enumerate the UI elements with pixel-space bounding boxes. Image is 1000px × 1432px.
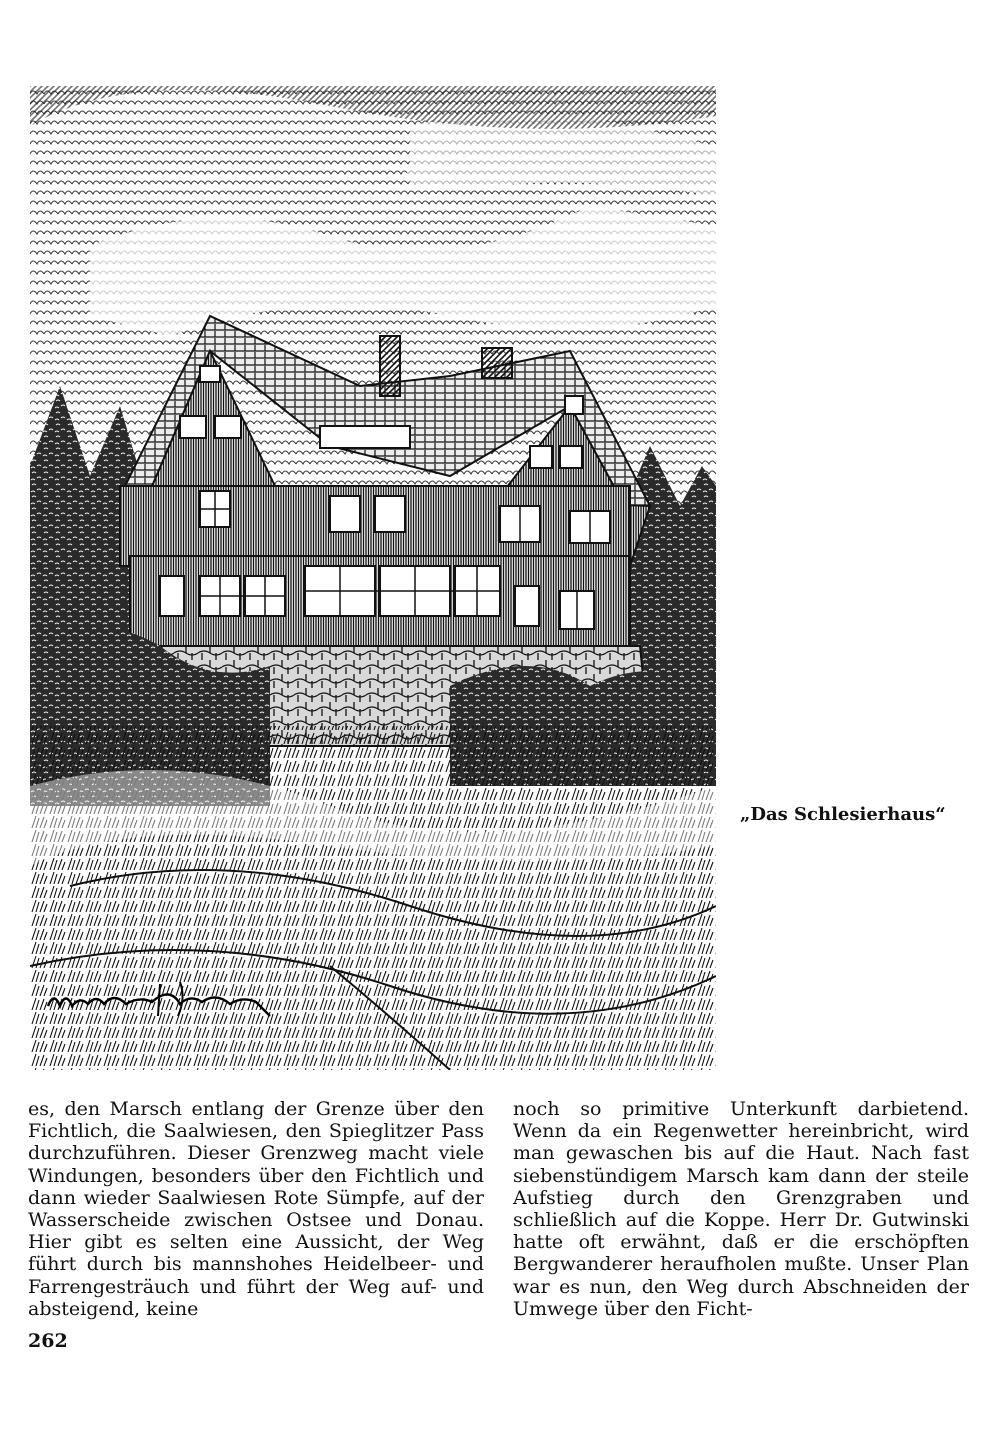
- page-number: 262: [28, 1330, 68, 1352]
- house-drawing: [30, 86, 716, 1070]
- paragraph-left: es, den Marsch entlang der Grenze über den Fichtlich, die Saalwiesen, den Spieglitzer Pass durchzuführen. Dieser Grenzweg macht viele Windungen, besonders über den Fichtlich und dann wieder Saalwiesen Rote Sümpfe, auf der Wasserscheide zwischen Ostsee und Donau. Hier gibt es selten eine Aussicht, der Weg führt durch bis mannshohes Heidelbeer- und Farrengesträuch und führt der Weg auf- und absteigend, keine: [28, 1098, 484, 1320]
- illustration-schlesierhaus: [30, 86, 716, 1070]
- figure-caption: „Das Schlesierhaus“: [740, 804, 946, 825]
- text-column-left: [28, 1098, 484, 1320]
- text-column-right: [513, 1098, 969, 1320]
- paragraph-right: noch so primitive Unterkunft darbietend. Wenn da ein Regenwetter hereinbricht, wird man gewaschen bis auf die Haut. Nach fast siebenstündigem Marsch kam dann der steile Aufstieg durch den Grenzgraben und schließlich auf die Koppe. Herr Dr. Gutwinski hatte oft erwähnt, daß er die erschöpften Bergwanderer heraufholen mußte. Unser Plan war es nun, den Weg durch Abschneiden der Umwege über den Ficht-: [513, 1098, 969, 1320]
